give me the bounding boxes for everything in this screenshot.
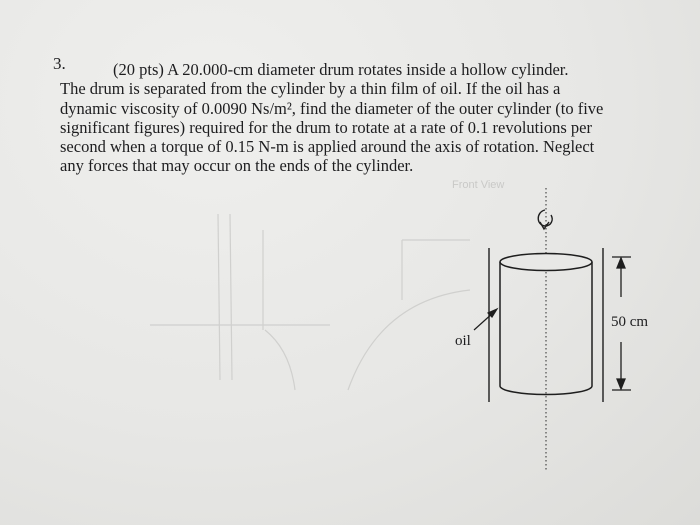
problem-line-4: significant figures) required for the drum to rotate at a rate of 0.1 revolutions per <box>60 117 592 137</box>
problem-line-2: The drum is separated from the cylinder by a thin film of oil. If the oil has a <box>60 79 561 99</box>
problem-line-1: (20 pts) A 20.000-cm diameter drum rotates inside a hollow cylinder. <box>113 60 569 79</box>
oil-label: oil <box>455 333 471 349</box>
problem-number: 3. <box>53 54 66 73</box>
problem-line-6: any forces that may occur on the ends of the cylinder. <box>60 156 414 176</box>
ghost-lines <box>150 214 470 390</box>
rotation-arrow-icon <box>538 210 552 229</box>
problem-line-5: second when a torque of 0.15 N-m is applied around the axis of rotation. Neglect <box>60 137 595 157</box>
problem-line-3: dynamic viscosity of 0.0090 Ns/m², find the diameter of the outer cylinder (to five <box>60 98 604 118</box>
oil-leader-arrow <box>474 309 497 330</box>
height-label: 50 cm <box>611 314 649 330</box>
ghost-text-front-view: Front View <box>452 179 505 191</box>
